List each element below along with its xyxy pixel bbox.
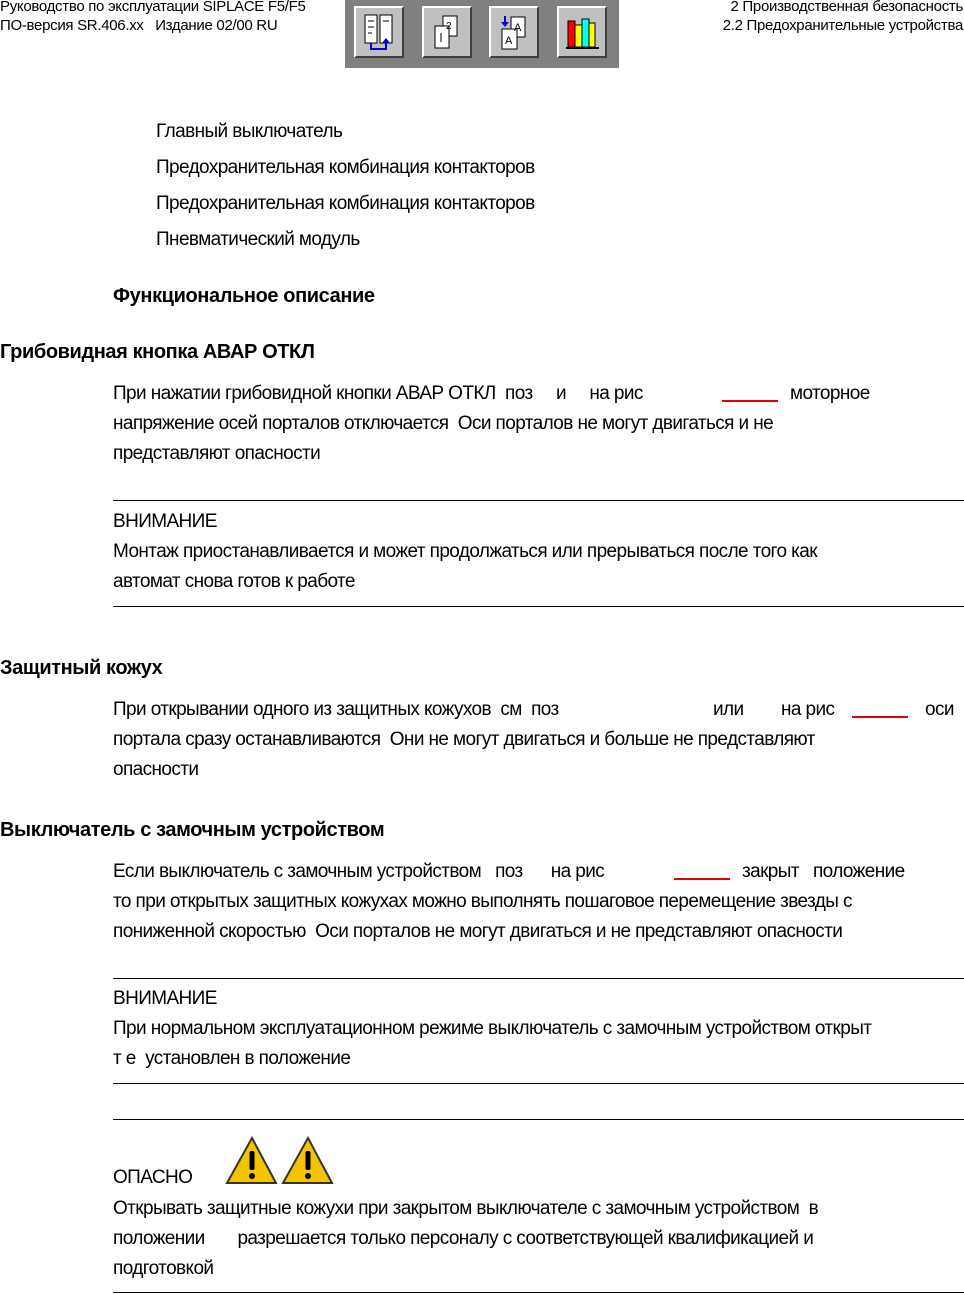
notice-text: автомат снова готов к работе — [113, 571, 355, 592]
danger-label: ОПАСНО — [113, 1167, 193, 1188]
toc-icon — [362, 13, 396, 53]
list-item: Предохранительная комбинация контакторов — [156, 157, 535, 178]
list-item: Главный выключатель — [156, 121, 343, 142]
svg-text:2: 2 — [446, 21, 452, 32]
svg-text:A: A — [514, 22, 522, 34]
paragraph-text: моторное — [790, 383, 870, 404]
paragraph-text: напряжение осей порталов отключается Оси порталов не могут двигаться и не — [113, 413, 774, 434]
section-title: Грибовидная кнопка АВАР ОТКЛ — [0, 341, 315, 363]
divider — [113, 978, 964, 979]
header-manual-title: Руководство по эксплуатации SIPLACE F5/F5 — [0, 0, 306, 15]
paragraph-text: При открывании одного из защитных кожухов см поз — [113, 699, 559, 720]
figure-reference-link[interactable] — [852, 716, 908, 718]
toc-button[interactable] — [354, 6, 404, 58]
paragraph-text: При нажатии грибовидной кнопки АВАР ОТКЛ поз и на рис — [113, 383, 643, 404]
danger-text: Открывать защитные кожухи при закрытом выключателе с замочным устройством в — [113, 1198, 819, 1219]
paragraph-text: или — [713, 699, 744, 720]
translate-button[interactable] — [489, 6, 539, 58]
section-title: Выключатель с замочным устройством — [0, 819, 385, 841]
functional-description-heading: Функциональное описание — [113, 285, 375, 307]
library-books-icon — [565, 13, 601, 53]
paragraph-text: опасности — [113, 759, 199, 780]
header-version: ПО-версия SR.406.xx Издание 02/00 RU — [0, 17, 278, 34]
translate-icon — [497, 13, 531, 53]
library-button[interactable] — [557, 6, 607, 58]
paragraph-text: пониженной скоростью Оси порталов не могут двигаться и не представляют опасности — [113, 921, 843, 942]
paragraph-text: закрыт положение — [742, 861, 905, 882]
divider — [113, 1119, 964, 1120]
paragraph-text: оси — [925, 699, 954, 720]
notice-text: Монтаж приостанавливается и может продолжаться или прерываться после того как — [113, 541, 817, 562]
paragraph-text: представляют опасности — [113, 443, 321, 464]
pages-button[interactable] — [422, 6, 472, 58]
section-title: Защитный кожух — [0, 657, 163, 679]
figure-reference-link[interactable] — [674, 878, 730, 880]
paragraph-text: портала сразу останавливаются Они не могут двигаться и больше не представляют — [113, 729, 815, 750]
notice-label: ВНИМАНИЕ — [113, 511, 217, 532]
divider — [113, 1292, 964, 1293]
list-item: Предохранительная комбинация контакторов — [156, 193, 535, 214]
header-section: 2.2 Предохранительные устройства — [722, 17, 963, 34]
header-chapter: 2 Производственная безопасность — [730, 0, 963, 15]
paragraph-text: то при открытых защитных кожухах можно выполнять пошаговое перемещение звезды с — [113, 891, 852, 912]
danger-text: положении разрешается только персоналу с соответствующей квалификацией и — [113, 1228, 814, 1249]
paragraph-text: на рис — [781, 699, 835, 720]
divider — [113, 500, 964, 501]
navigation-toolbar — [345, 0, 619, 68]
notice-text: При нормальном эксплуатационном режиме выключатель с замочным устройством открыт — [113, 1018, 872, 1039]
divider — [113, 1083, 964, 1084]
warning-triangles — [225, 1136, 335, 1186]
list-item: Пневматический модуль — [156, 229, 360, 250]
paragraph-text: Если выключатель с замочным устройством поз на рис — [113, 861, 605, 882]
warning-icon — [227, 1138, 276, 1183]
notice-text: т е установлен в положение — [113, 1048, 351, 1069]
pages-icon — [430, 13, 464, 53]
divider — [113, 606, 964, 607]
svg-text:A: A — [505, 35, 513, 47]
notice-label: ВНИМАНИЕ — [113, 988, 217, 1009]
danger-text: подготовкой — [113, 1258, 214, 1279]
warning-icon — [283, 1138, 332, 1183]
figure-reference-link[interactable] — [722, 400, 778, 402]
